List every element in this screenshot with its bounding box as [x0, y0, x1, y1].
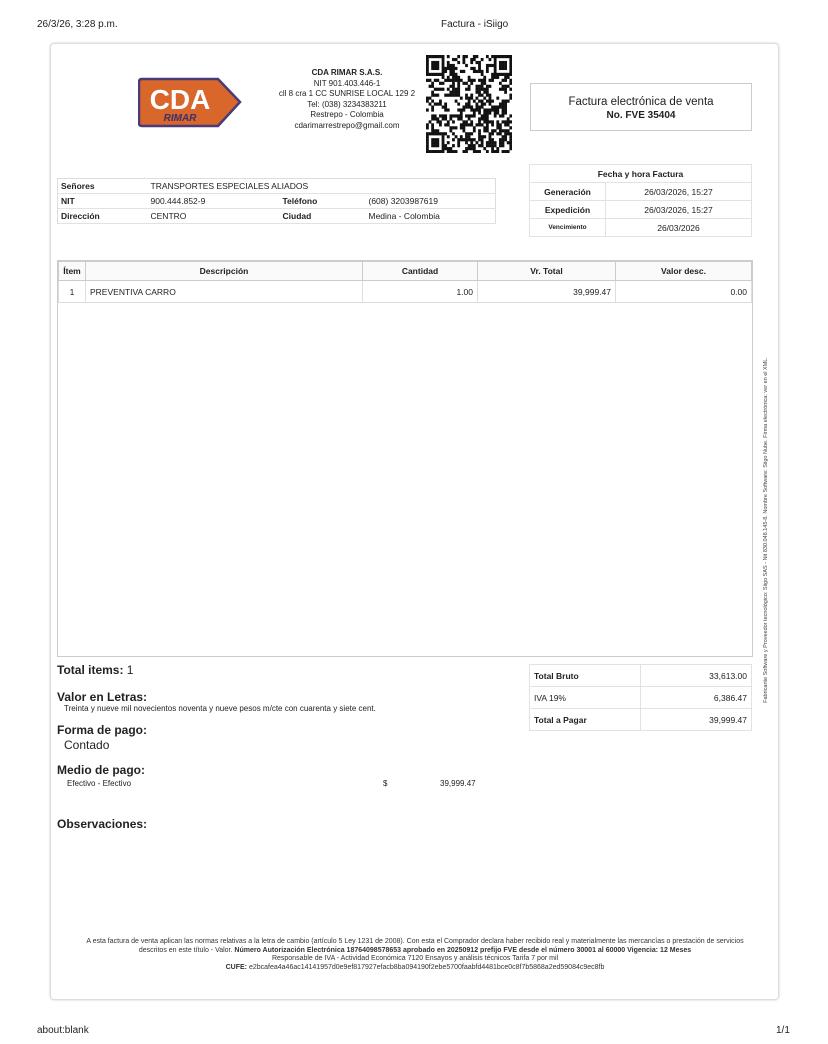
generation-date: 26/03/2026, 15:27: [606, 183, 752, 201]
label: Señores: [58, 179, 148, 194]
iva-responsibility: Responsable de IVA - Actividad Económica 7120 Ensayos y análisis técnicos Tarifa 7 por mil: [271, 955, 559, 962]
col-header: Vr. Total: [478, 262, 616, 281]
client-name: TRANSPORTES ESPECIALES ALIADOS: [148, 179, 496, 194]
label: Total a Pagar: [530, 709, 641, 731]
label: Total Bruto: [530, 665, 641, 687]
medio-pago: Efectivo - Efectivo: [67, 779, 132, 788]
cufe-label: CUFE:: [225, 963, 248, 971]
label: Dirección: [58, 209, 148, 224]
item-discount: 0.00: [616, 281, 752, 303]
total-pagar: 39,999.47: [641, 709, 752, 731]
item-number: 1: [59, 281, 86, 303]
label: Generación: [530, 183, 606, 201]
due-date: 26/03/2026: [606, 219, 752, 237]
print-datetime: 26/3/26, 3:28 p.m.: [37, 19, 118, 30]
iva: 6,386.47: [641, 687, 752, 709]
qr-code: [426, 55, 512, 153]
dates-table: [529, 164, 752, 237]
cufe: e2bcafea4a46ac14141957d0e9ef817927efacb8ba094190f2ebe5700faabfd4481bce0c8f7b5868a2ed59084c9ec8fb: [248, 963, 605, 971]
dates-header: Fecha y hora Factura: [530, 165, 752, 183]
items-table: [58, 261, 752, 303]
items-table-container: [57, 260, 753, 657]
total-items-label: Total items:: [57, 663, 124, 677]
currency-symbol: $: [383, 779, 388, 788]
total-items: 1: [126, 663, 134, 677]
totals-table: [529, 664, 752, 731]
col-header: Cantidad: [363, 262, 478, 281]
legal-text: A esta factura de venta aplican las normas relativas a la letra de cambio (artículo 5 Ley 1231 de 2008). Con esta el Comprador declara haber recibido real y materialmente las mercancías o prestación de servicios descritos en este título - Valor.: [86, 938, 744, 954]
print-page-count: 1/1: [776, 1025, 790, 1036]
authorization-text: Número Autorización Electrónica 18764098578653 aprobado en 20250912 prefijo FVE desde el número 30001 al 60000 Vigencia: 12 Meses: [234, 946, 692, 954]
col-header: Valor desc.: [616, 262, 752, 281]
client-address: CENTRO: [148, 209, 280, 224]
client-city: Medina - Colombia: [366, 209, 496, 224]
valor-letras: Treinta y nueve mil novecientos noventa y nueve pesos m/cte con cuarenta y siete cent.: [64, 704, 376, 713]
software-note-text: Fabricante Software y Proveedor tecnológico: Siigo SAS - Nit 830.048.145-8. Nombre Software: Siigo Nube. Firma electrónica: ver en el XML.: [763, 357, 769, 703]
client-phone: (608) 3203987619: [366, 194, 496, 209]
company-email: cdarimarrestrepo@gmail.com: [294, 120, 400, 130]
col-header: Descripción: [86, 262, 363, 281]
label: Expedición: [530, 201, 606, 219]
print-url: about:blank: [37, 1025, 89, 1036]
logo-text: CDA: [149, 84, 211, 115]
company-city: Restrepo - Colombia: [310, 110, 384, 119]
logo-subtext: RIMAR: [163, 113, 197, 124]
col-header: Ítem: [59, 262, 86, 281]
print-page-title: Factura - iSiigo: [441, 19, 509, 30]
forma-pago: Contado: [64, 738, 110, 752]
observaciones-label: Observaciones:: [57, 817, 148, 831]
company-nit: NIT 901.403.446-1: [313, 78, 381, 88]
label: NIT: [58, 194, 148, 209]
table-row: [59, 281, 752, 303]
client-nit: 900.444.852-9: [148, 194, 280, 209]
legal-footer: [80, 938, 750, 972]
company-phone: Tel: (038) 3234383211: [307, 99, 387, 109]
label: Vencimiento: [530, 219, 606, 237]
forma-pago-label: Forma de pago:: [57, 723, 148, 737]
label: Ciudad: [280, 209, 366, 224]
invoice-number: No. FVE 35404: [606, 110, 676, 121]
medio-pago-label: Medio de pago:: [57, 763, 145, 777]
invoice-type: Factura electrónica de venta: [568, 96, 714, 108]
label: IVA 19%: [530, 687, 641, 709]
client-table: [57, 178, 496, 224]
letras-label: Valor en Letras:: [57, 690, 148, 704]
item-description: PREVENTIVA CARRO: [86, 281, 363, 303]
invoice-title-box: [530, 83, 752, 131]
company-name: CDA RIMAR S.A.S.: [311, 68, 383, 77]
software-note: [760, 300, 772, 760]
company-logo: [138, 77, 242, 128]
item-total: 39,999.47: [478, 281, 616, 303]
medio-pago-valor: 39,999.47: [440, 779, 476, 788]
item-quantity: 1.00: [363, 281, 478, 303]
company-info: [268, 68, 426, 131]
company-address: cll 8 cra 1 CC SUNRISE LOCAL 129 2: [278, 89, 416, 98]
expedition-date: 26/03/2026, 15:27: [606, 201, 752, 219]
label: Teléfono: [280, 194, 366, 209]
total-bruto: 33,613.00: [641, 665, 752, 687]
